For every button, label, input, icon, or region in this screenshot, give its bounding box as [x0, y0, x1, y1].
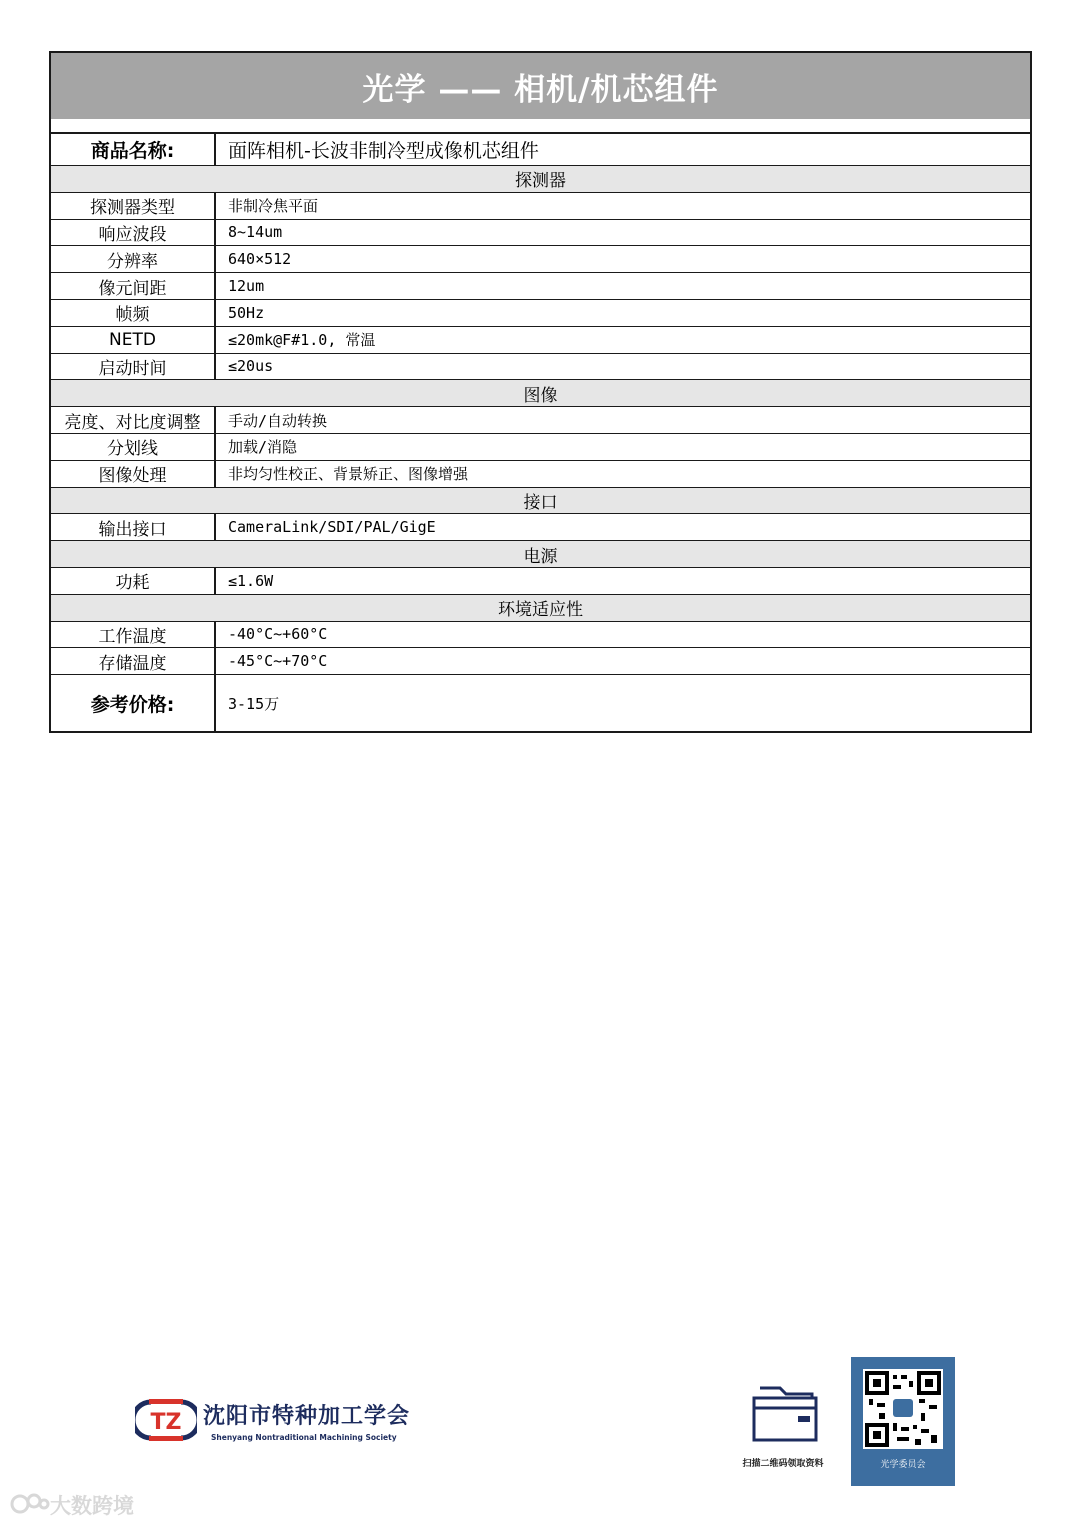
spec-row: [51, 568, 1030, 595]
spec-row: [51, 220, 1030, 247]
spec-row: [51, 434, 1030, 461]
spec-table: [49, 51, 1032, 733]
sheet-title: 光学 —— 相机/机芯组件: [51, 53, 1030, 119]
section-header-interface: 接口: [51, 488, 1030, 515]
qr-caption: 光学委员会: [880, 1460, 926, 1470]
watermark: [10, 1490, 134, 1520]
spec-label: 图像处理: [51, 461, 216, 487]
spec-row: [51, 648, 1030, 675]
qr-panel[interactable]: [851, 1357, 955, 1486]
spec-value: 50Hz: [228, 303, 265, 322]
spec-label: 启动时间: [51, 354, 216, 380]
spec-value: ≤1.6W: [228, 571, 274, 590]
spec-label: 分划线: [51, 434, 216, 460]
spec-value: 非均匀性校正、背景矫正、图像增强: [228, 465, 469, 484]
section-header-image: 图像: [51, 380, 1030, 407]
spec-value: ≤20mk@F#1.0, 常温: [228, 331, 376, 350]
spec-value: 手动/自动转换: [228, 411, 328, 430]
price-value: 3-15万: [228, 694, 280, 713]
society-name: 沈阳市特种加工学会: [203, 1403, 411, 1429]
spec-label: 帧频: [51, 300, 216, 326]
spec-value: ≤20us: [228, 357, 274, 376]
spec-value: -40°C~+60°C: [228, 625, 328, 644]
spec-label: 工作温度: [51, 622, 216, 648]
qr-code-icon[interactable]: [863, 1369, 943, 1449]
spec-row: [51, 461, 1030, 488]
spec-label: 亮度、对比度调整: [51, 407, 216, 433]
spec-row: [51, 300, 1030, 327]
society-emblem-icon: [135, 1398, 197, 1442]
section-header-detector: 探测器: [51, 166, 1030, 193]
price-label: 参考价格:: [51, 675, 216, 731]
price-row: [51, 675, 1030, 731]
watermark-text: 大数跨境: [50, 1494, 134, 1518]
spec-value: 加载/消隐: [228, 438, 298, 457]
spec-row: [51, 327, 1030, 354]
spec-row: [51, 514, 1030, 541]
spec-label: 分辨率: [51, 246, 216, 272]
spec-row: [51, 193, 1030, 220]
download-materials: [738, 1378, 834, 1469]
spec-value: 非制冷焦平面: [228, 197, 319, 216]
spec-value: -45°C~+70°C: [228, 652, 328, 671]
folder-icon: [738, 1378, 834, 1448]
section-header-environment: 环境适应性: [51, 595, 1030, 622]
spec-label: 存储温度: [51, 648, 216, 674]
spec-value: 12um: [228, 277, 265, 296]
product-name-value: 面阵相机-长波非制冷型成像机芯组件: [228, 140, 539, 162]
spec-label: 像元间距: [51, 273, 216, 299]
spec-row: [51, 622, 1030, 649]
society-english-name: Shenyang Nontraditional Machining Society: [211, 1432, 397, 1442]
title-divider: [51, 119, 1030, 134]
spec-label: 响应波段: [51, 220, 216, 246]
product-name-label: 商品名称:: [51, 134, 216, 165]
spec-value: 640×512: [228, 250, 292, 269]
society-logo: [135, 1398, 410, 1442]
spec-row: [51, 246, 1030, 273]
spec-row: [51, 407, 1030, 434]
spec-row: [51, 273, 1030, 300]
spec-row: [51, 354, 1030, 381]
spec-label: 功耗: [51, 568, 216, 594]
section-header-power: 电源: [51, 541, 1030, 568]
watermark-logo-icon: [10, 1492, 50, 1519]
spec-label: 输出接口: [51, 514, 216, 540]
spec-label: NETD: [51, 327, 216, 353]
spec-value: 8~14um: [228, 223, 283, 242]
society-logo-letters: TZ: [150, 1410, 182, 1435]
folder-caption: 扫描二维码领取资料: [742, 1459, 824, 1469]
spec-label: 探测器类型: [51, 193, 216, 219]
spec-value: CameraLink/SDI/PAL/GigE: [228, 518, 436, 537]
product-name-row: [51, 134, 1030, 166]
